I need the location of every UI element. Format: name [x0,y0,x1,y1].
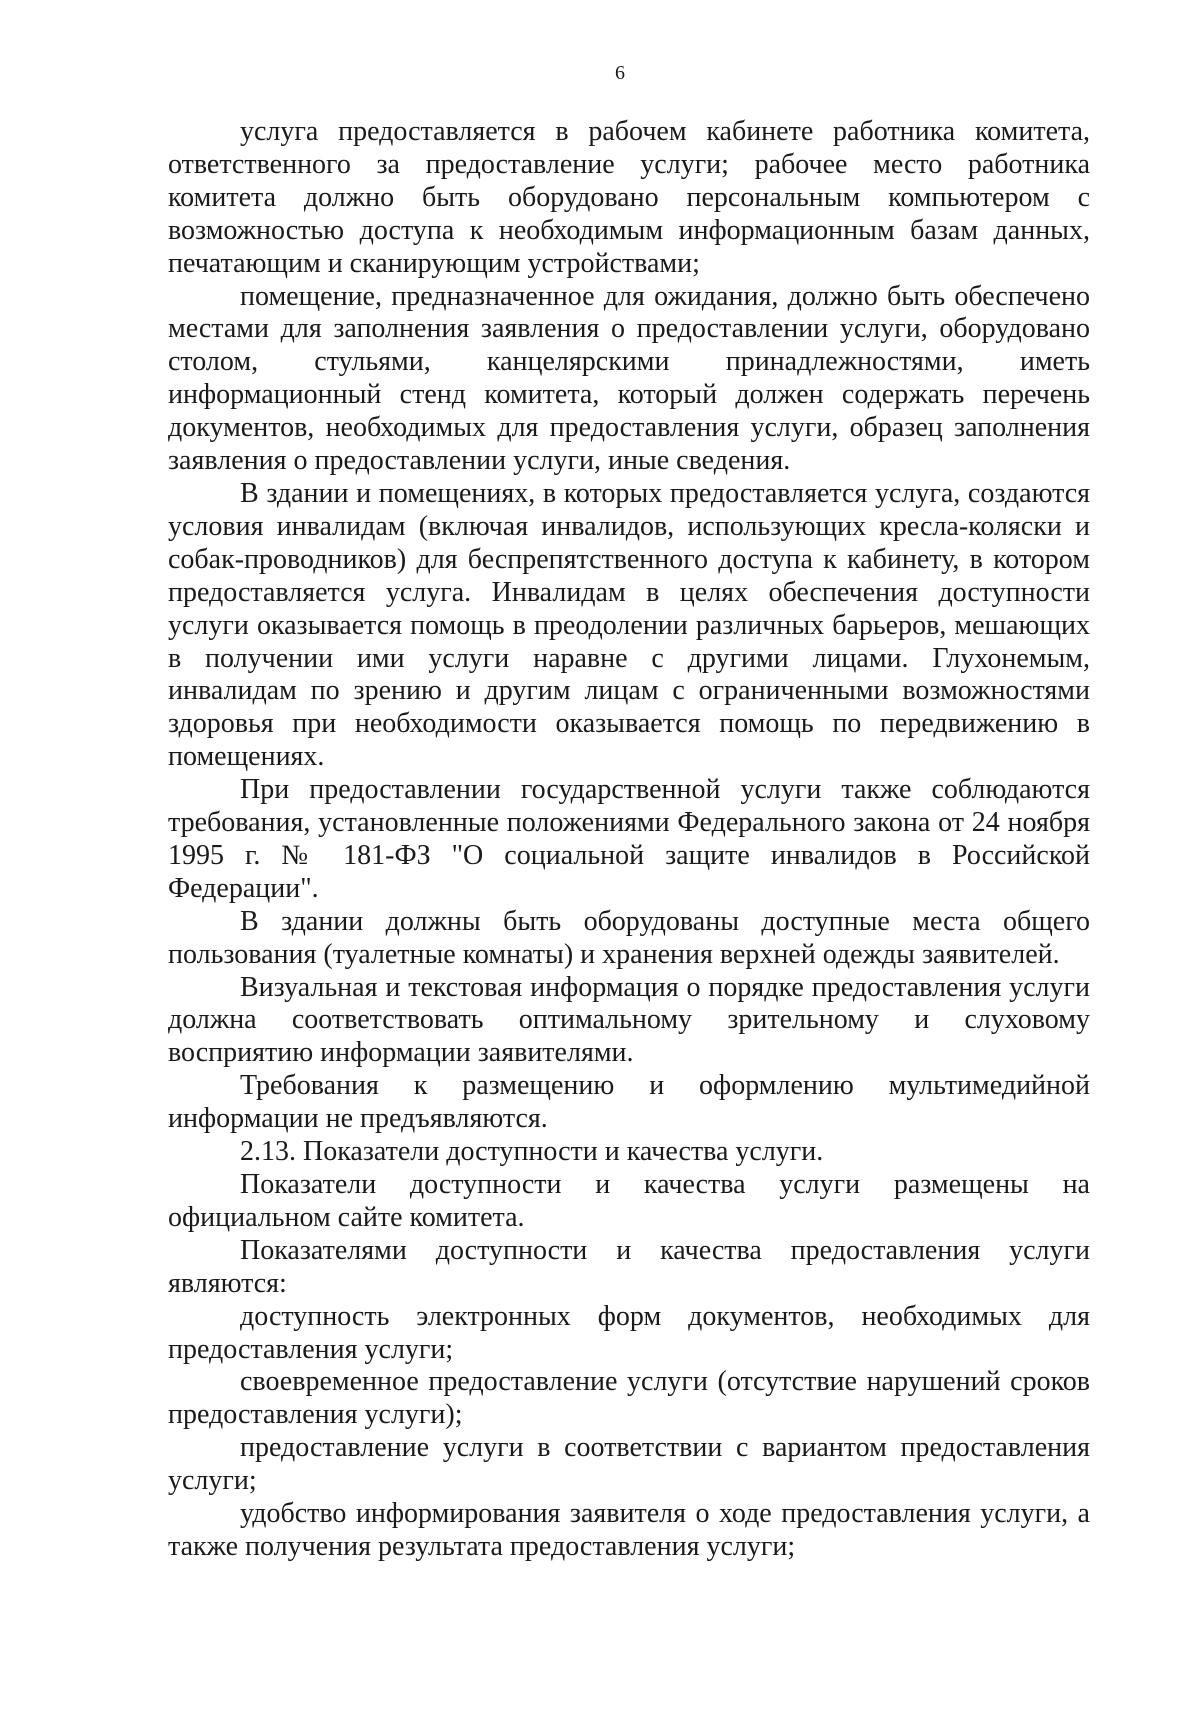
list-item-timely-provision: своевременное предоставление услуги (отсутствие нарушений сроков предоставления услуги); [168,1366,1090,1431]
paragraph-common-areas: В здании должны быть оборудованы доступные места общего пользования (туалетные комнаты) и хранения верхней одежды заявителей. [168,905,1090,970]
paragraph-indicators-intro: Показателями доступности и качества предоставления услуги являются: [168,1234,1090,1299]
section-heading-2-13: 2.13. Показатели доступности и качества услуги. [240,1136,824,1168]
paragraph-federal-law: При предоставлении государственной услуги также соблюдаются требования, установленные положениями Федерального закона от 24 ноября 1995 г. № 181-ФЗ "О социальной защите инвалидов в Российской Федерации". [168,774,1090,904]
page-number: 6 [615,62,625,84]
paragraph-visual-information: Визуальная и текстовая информация о порядке предоставления услуги должна соответствовать оптимальному зрительному и слуховому восприятию информации заявителями. [168,971,1090,1069]
paragraph-workplace: услуга предоставляется в рабочем кабинете работника комитета, ответственного за предоставление услуги; рабочее место работника комитета должно быть оборудовано персональным компьютером с возможностью доступа к необходимым информационным базам данных, печатающим и сканирующим устройствами; [168,116,1090,279]
paragraph-accessibility-conditions: В здании и помещениях, в которых предоставляется услуга, создаются условия инвалидам (включая инвалидов, использующих кресла-коляски и собак-проводников) для беспрепятственного доступа к кабинету, в котором предоставляется услуга. Инвалидам в целях обеспечения доступности услуги оказывается помощь в преодолении различных барьеров, мешающих в получении ими услуги наравне с другими лицами. Глухонемым, инвалидам по зрению и другим лицам с ограниченными возможностями здоровья при необходимости оказывается помощь по передвижению в помещениях. [168,477,1090,773]
paragraph-waiting-room: помещение, предназначенное для ожидания, должно быть обеспечено местами для заполнения заявления о предоставлении услуги, оборудовано столом, стульями, канцелярскими принадлежностями, иметь информационный стенд комитета, который должен содержать перечень документов, необходимых для предоставления услуги, образец заполнения заявления о предоставлении услуги, иные сведения. [168,280,1090,477]
list-item-variant-compliance: предоставление услуги в соответствии с вариантом предоставления услуги; [168,1432,1090,1497]
document-body [168,116,1090,1564]
list-item-informing-convenience: удобство информирования заявителя о ходе предоставления услуги, а также получения результата предоставления услуги; [168,1498,1090,1562]
paragraph-indicators-published: Показатели доступности и качества услуги размещены на официальном сайте комитета. [168,1169,1090,1233]
list-item-electronic-forms: доступность электронных форм документов, необходимых для предоставления услуги; [168,1300,1090,1365]
paragraph-multimedia: Требования к размещению и оформлению мультимедийной информации не предъявляются. [168,1070,1090,1135]
